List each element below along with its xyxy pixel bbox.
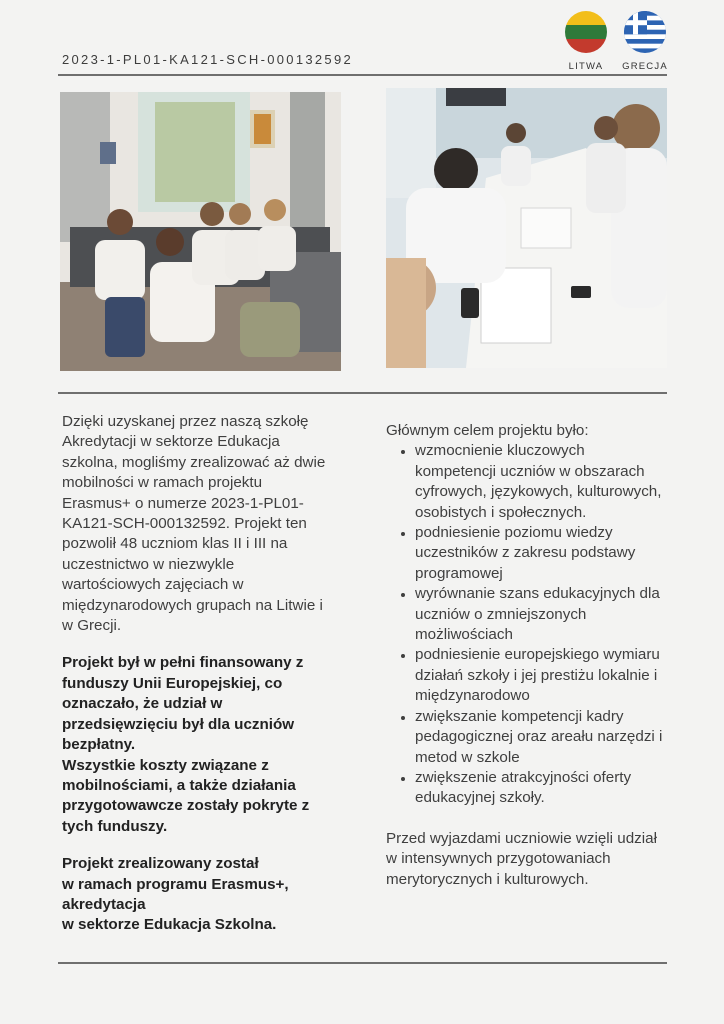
goal-item: • zwiększenie atrakcyjności oferty edukacyjnej szkoły. — [415, 768, 666, 809]
intro-paragraph: Dzięki uzyskanej przez naszą szkołę Akredytacji w sektorze Edukacja szkolna, mogliśmy zrealizować aż dwie mobilności w ramach projektu Erasmus+ o numerze 2023-1-PL01-KA121-SCH-000132592. Projekt ten pozwolił 48 uczniom klas II i III na uczestnictwo w niezwykle wartościowych zajęciach w międzynarodowych grupach na Litwie i w Grecji. — [62, 413, 326, 635]
goals-list — [386, 441, 666, 808]
funding-paragraph-2: Wszystkie koszty związane z mobilnościami, a także działania przygotowawcze zostały pokryte z tych funduszy. — [62, 756, 310, 835]
photo-students-workshop-table — [386, 88, 667, 368]
goals-heading: Głównym celem projektu było: — [386, 422, 589, 439]
footer-divider — [58, 962, 667, 964]
program-line-1: Projekt zrealizowany został — [62, 855, 259, 873]
photos-divider — [58, 392, 667, 394]
left-column — [62, 412, 330, 936]
goal-item: • podniesienie europejskiego wymiaru działań szkoły i jej prestiżu lokalnie i międzynarodowo — [415, 645, 666, 706]
goal-item: • wzmocnienie kluczowych kompetencji uczniów w obszarach cyfrowych, językowych, kulturowych, osobistych i społecznych. — [415, 441, 666, 523]
right-column — [386, 421, 666, 890]
lithuania-flag-icon — [565, 11, 607, 53]
program-note — [62, 854, 330, 936]
goal-item: • wyrównanie szans edukacyjnych dla uczniów o zmniejszonych możliwościach — [415, 584, 666, 645]
goal-item: • podniesienie poziomu wiedzy uczestników z zakresu podstawy programowej — [415, 523, 666, 584]
closing-paragraph: Przed wyjazdami uczniowie wzięli udział w intensywnych przygotowaniach merytorycznych i kulturowych. — [386, 829, 657, 888]
program-line-2: w ramach programu Erasmus+, — [62, 875, 289, 893]
project-code: 2023-1-PL01-KA121-SCH-000132592 — [62, 52, 354, 67]
funding-paragraph-1: Projekt był w pełni finansowany z funduszy Unii Europejskiej, co oznaczało, że udział w przedsięwzięciu był dla uczniów bezpłatny. — [62, 654, 304, 754]
program-line-3: akredytacja — [62, 895, 146, 913]
header-divider — [58, 74, 667, 76]
flag-label-lithuania: LITWA — [568, 61, 604, 72]
goal-item: • zwiększanie kompetencji kadry pedagogicznej oraz areału narzędzi i metod w szkole — [415, 707, 666, 768]
program-line-4: w sektorze Edukacja Szkolna. — [62, 916, 277, 934]
photo-students-seated-classroom — [60, 92, 341, 371]
greece-flag-icon — [624, 11, 666, 53]
funding-note — [62, 653, 330, 837]
flag-label-greece: GRECJA — [622, 61, 668, 72]
